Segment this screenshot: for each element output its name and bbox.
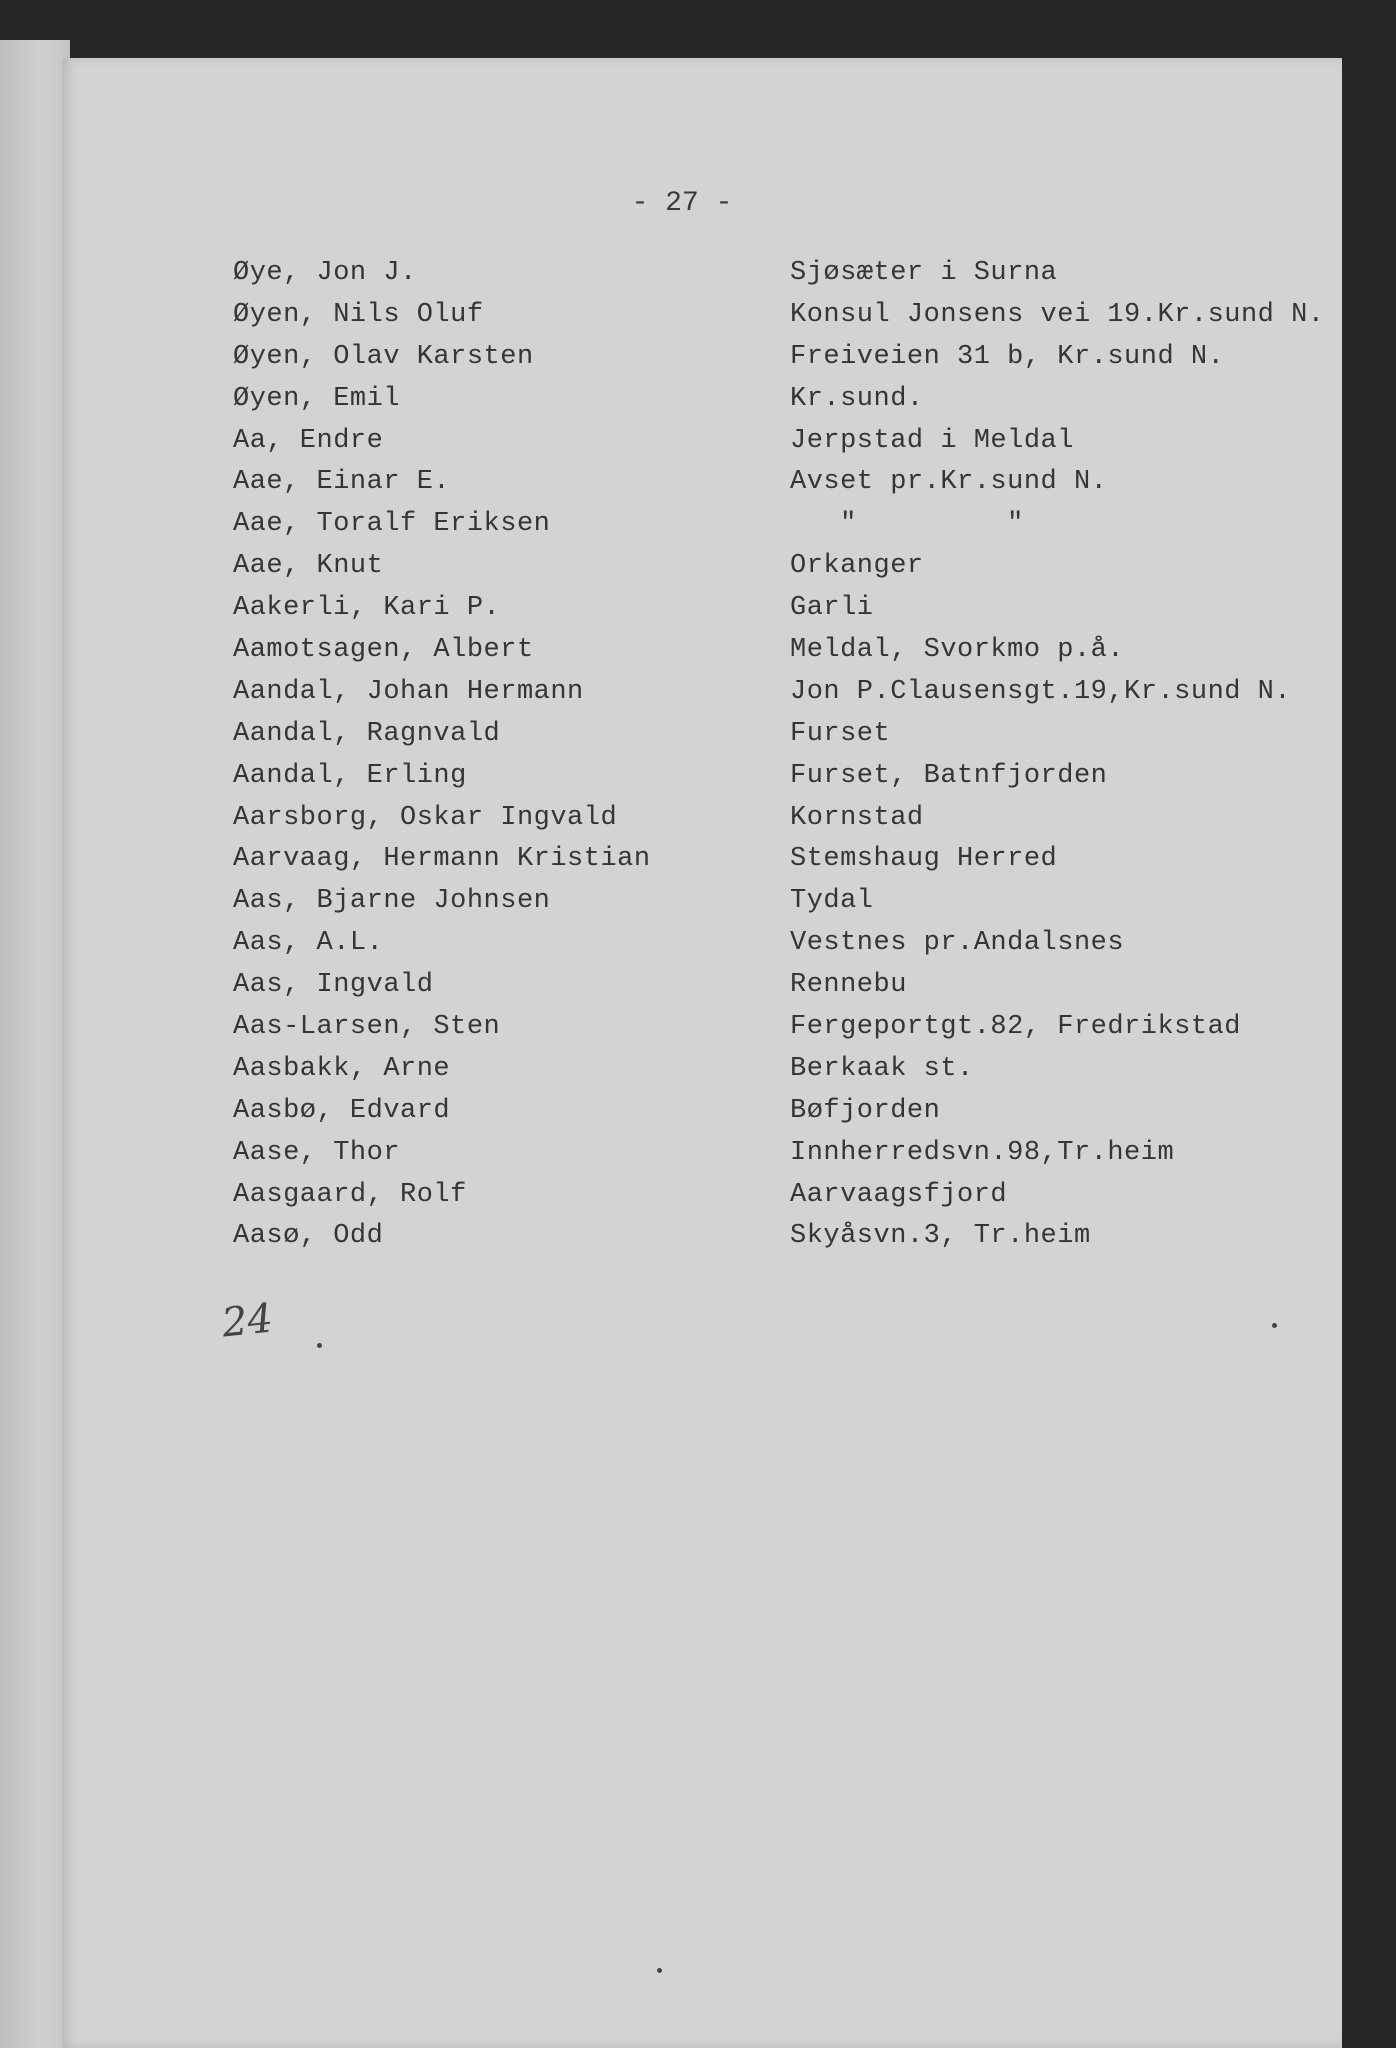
list-item [233,587,1333,629]
list-item [233,1132,1333,1174]
handwritten-margin-note: 24 [219,1295,276,1347]
page-edge [0,40,70,2048]
person-name: Aas-Larsen, Sten [233,1011,501,1042]
person-address: Aarvaagsfjord [790,1179,1008,1210]
person-name: Øye, Jon J. [233,257,417,288]
list-item [233,1174,1333,1216]
person-name: Øyen, Nils Oluf [233,299,484,330]
name-address-list [233,252,1333,1257]
person-address: Kornstad [790,802,924,833]
person-name: Aase, Thor [233,1137,401,1168]
ink-speck [317,1343,322,1348]
page-number: - 27 - [631,188,733,219]
list-item [233,294,1333,336]
list-item [233,797,1333,839]
person-name: Aarvaag, Hermann Kristian [233,844,651,875]
list-item [233,461,1333,503]
list-item [233,838,1333,880]
list-item [233,1006,1333,1048]
person-name: Aae, Knut [233,551,384,582]
list-item [233,1090,1333,1132]
person-address: Tydal [790,886,874,917]
person-address: Innherredsvn.98,Tr.heim [790,1137,1175,1168]
person-name: Aandal, Erling [233,760,467,791]
ink-speck [657,1968,662,1973]
person-name: Aasbakk, Arne [233,1053,451,1084]
person-address: " " [790,509,1024,540]
person-name: Aa, Endre [233,425,384,456]
person-address: Rennebu [790,970,907,1001]
list-item [233,964,1333,1006]
list-item [233,336,1333,378]
list-item [233,378,1333,420]
person-address: Freiveien 31 b, Kr.sund N. [790,341,1225,372]
person-name: Øyen, Olav Karsten [233,341,534,372]
person-address: Bøfjorden [790,1095,941,1126]
person-address: Fergeportgt.82, Fredrikstad [790,1011,1241,1042]
person-name: Aarsborg, Oskar Ingvald [233,802,618,833]
person-name: Aae, Einar E. [233,467,451,498]
person-address: Kr.sund. [790,383,924,414]
person-address: Jerpstad i Meldal [790,425,1074,456]
person-name: Aamotsagen, Albert [233,634,534,665]
person-name: Aandal, Ragnvald [233,718,501,749]
person-name: Aasø, Odd [233,1221,384,1252]
person-address: Garli [790,593,874,624]
list-item [233,1048,1333,1090]
person-address: Furset, Batnfjorden [790,760,1108,791]
person-name: Aas, Ingvald [233,970,434,1001]
list-item [233,420,1333,462]
person-name: Aas, Bjarne Johnsen [233,886,551,917]
person-name: Aandal, Johan Hermann [233,676,584,707]
person-name: Aasgaard, Rolf [233,1179,467,1210]
person-name: Aasbø, Edvard [233,1095,451,1126]
person-address: Furset [790,718,891,749]
person-address: Sjøsæter i Surna [790,257,1058,288]
list-item [233,671,1333,713]
list-item [233,755,1333,797]
person-address: Konsul Jonsens vei 19.Kr.sund N. [790,299,1325,330]
list-item [233,1215,1333,1257]
list-item [233,629,1333,671]
person-name: Aae, Toralf Eriksen [233,509,551,540]
ink-speck [1272,1323,1277,1328]
list-item [233,503,1333,545]
list-item [233,545,1333,587]
person-address: Stemshaug Herred [790,844,1058,875]
list-item [233,880,1333,922]
person-address: Jon P.Clausensgt.19,Kr.sund N. [790,676,1292,707]
person-name: Aas, A.L. [233,928,384,959]
person-address: Orkanger [790,551,924,582]
list-item [233,713,1333,755]
person-name: Øyen, Emil [233,383,401,414]
person-address: Berkaak st. [790,1053,974,1084]
person-address: Meldal, Svorkmo p.å. [790,634,1125,665]
person-address: Vestnes pr.Andalsnes [790,928,1125,959]
person-address: Skyåsvn.3, Tr.heim [790,1221,1091,1252]
person-name: Aakerli, Kari P. [233,593,501,624]
list-item [233,922,1333,964]
person-address: Avset pr.Kr.sund N. [790,467,1108,498]
list-item [233,252,1333,294]
